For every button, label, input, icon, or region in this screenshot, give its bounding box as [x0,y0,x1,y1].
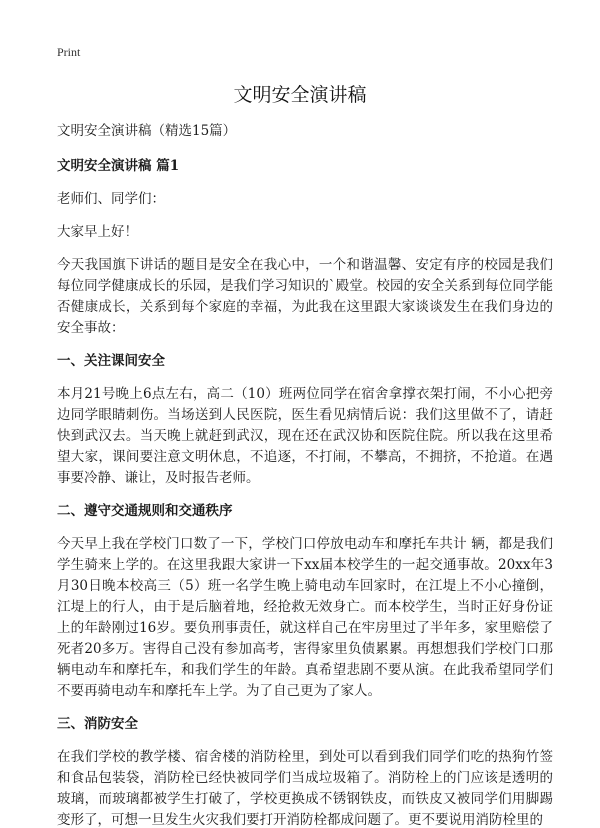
intro-paragraph: 今天我国旗下讲话的题目是安全在我心中，一个和谐温馨、安定有序的校园是我们每位同学健康成长的乐园，是我们学习知识的`殿堂。校园的安全关系到每位同学能否健康成长，关系到每个家庭的幸福，为此我在这里跟大家谈谈发生在我们身边的安全事故： [57,257,553,336]
section-body-class-safety: 本月21号晚上6点左右，高二（10）班两位同学在宿舍拿撑衣架打闹，不小心把旁边同学眼睛刺伤。当场送到人民医院，医生看见病情后说：我们这里做不了，请赶快到武汉去。当天晚上就赶到武汉，现在还在武汉协和医院住院。所以我在这里希望大家，课间要注意文明休息，不追逐，不打闹，不攀高，不拥挤，不抢道。在遇事要冷静、谦让，及时报告老师。 [57,386,553,486]
section-body-traffic-rules: 今天早上我在学校门口数了一下，学校门口停放电动车和摩托车共计 辆，都是我们学生骑来上学的。在这里我跟大家讲一下xx届本校学生的一起交通事故。20xx年3月30日晚本校高三（5）班一名学生晚上骑电动车回家时，在江堤上不小心撞倒，江堤上的行人，由于是后脑着地，经抢救无效身亡。而本校学生，当时正好身份证上的年龄刚过16岁。要负刑事责任，就这样自己在牢房里过了半年多，家里赔偿了死者20多万。害得自己没有参加高考，害得家里负债累累。再想想我们学校门口那辆电动车和摩托车，和我们学生的年龄。真希望悲剧不要从演。在此我希望同学们不要再骑电动车和摩托车上学。为了自己更为了家人。 [57,536,553,699]
document-subtitle: 文明安全演讲稿（精选15篇） [57,123,237,139]
section-heading-fire-safety: 三、消防安全 [57,716,138,732]
greeting-line: 老师们、同学们： [57,191,165,207]
print-link[interactable]: Print [57,45,81,59]
article-heading: 文明安全演讲稿 篇1 [57,158,180,174]
morning-greeting: 大家早上好！ [57,224,138,240]
section-body-fire-safety: 在我们学校的教学楼、宿舍楼的消防栓里，到处可以看到我们同学们吃的热狗竹签和食品包装袋，消防栓已经快被同学们当成垃圾箱了。消防栓上的门应该是透明的玻璃，而玻璃都被学生打破了，学校更换成不锈钢铁皮，而铁皮又被同学们用脚踢变形了，可想一旦发生火灾我们要打开消防栓都成问题了。更不要说用消防栓里的 [57,749,553,828]
page-title: 文明安全演讲稿 [233,84,367,106]
section-heading-traffic-rules: 二、遵守交通规则和交通秩序 [57,503,233,519]
document-body [57,121,553,828]
section-heading-class-safety: 一、关注课间安全 [57,353,165,369]
